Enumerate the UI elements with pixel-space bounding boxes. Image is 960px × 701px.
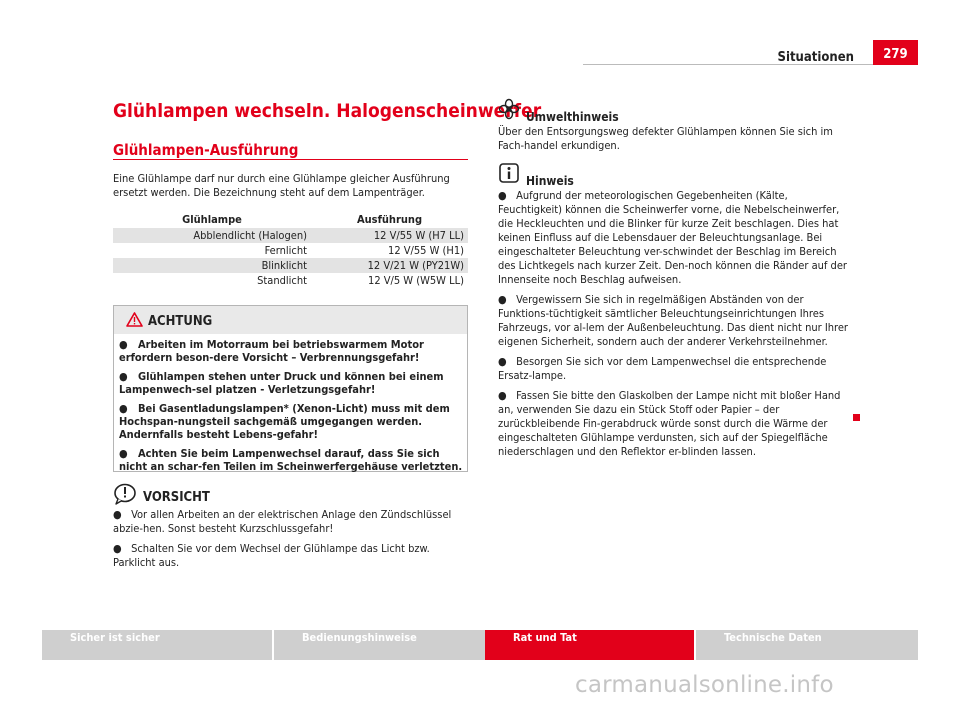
- table-cell: Standlicht: [257, 274, 307, 287]
- table-cell: 12 V/5 W (W5W LL): [368, 274, 464, 287]
- list-item: [113, 508, 468, 536]
- table-row: [113, 258, 468, 273]
- list-item: [498, 389, 848, 459]
- list-item: [119, 370, 464, 396]
- table-cell: Abblendlicht (Halogen): [113, 228, 311, 243]
- warning-header: [114, 306, 467, 334]
- page-title: Glühlampen wechseln. Halogenscheinwerfer: [113, 100, 542, 122]
- section-title: Situationen: [777, 50, 854, 65]
- environment-text: Über den Entsorgungsweg defekter Glühlampen können Sie sich im Fach-handel erkundigen.: [498, 125, 833, 152]
- list-item: [498, 293, 848, 349]
- section-subtitle: Glühlampen-Ausführung: [113, 141, 299, 159]
- list-item-text: Vergewissern Sie sich in regelmäßigen Abständen von der Funktions-tüchtigkeit sämtlicher Beleuchtungseinrichtungen Ihres Fahrzeugs, vor al-lem der Außenbeleuchtung. Das dient nicht nur Ihrer eigenen Sicherheit, sondern auch der anderer Verkehrsteilnehmer.: [498, 293, 849, 348]
- list-item-text: Bei Gasentladungslampen* (Xenon-Licht) muss mit dem Hochspan-nungsteil sachgemäß umgegangen werden. Andernfalls besteht Lebens-gefahr!: [119, 402, 450, 441]
- table-cell: 12 V/21 W (PY21W): [311, 258, 468, 273]
- list-item: [119, 402, 464, 441]
- environment-flower-icon: [498, 98, 520, 124]
- list-item-text: Besorgen Sie sich vor dem Lampenwechsel die entsprechende Ersatz-lampe.: [498, 355, 827, 382]
- notes-list: [498, 189, 848, 465]
- bullet-icon: ●: [119, 447, 138, 460]
- subtitle-rule: [113, 159, 468, 160]
- warning-triangle-icon: [126, 312, 143, 331]
- watermark: carmanualsonline.info: [575, 672, 834, 698]
- bulb-table: [113, 212, 468, 288]
- bullet-icon: ●: [119, 370, 138, 383]
- bullet-icon: ●: [498, 389, 517, 402]
- table-row: [113, 273, 468, 288]
- intro-paragraph: Eine Glühlampe darf nur durch eine Glühlampe gleicher Ausführung ersetzt werden. Die Bezeichnung steht auf dem Lampenträger.: [113, 172, 450, 199]
- warning-list: [119, 338, 464, 479]
- list-item: [498, 189, 848, 287]
- footer-tab-sicher-ist-sicher[interactable]: Sicher ist sicher: [42, 630, 272, 660]
- list-item-text: Arbeiten im Motorraum bei betriebswarmem Motor erfordern beson-dere Vorsicht – Verbrennungsgefahr!: [119, 338, 424, 364]
- bullet-icon: ●: [113, 542, 132, 555]
- table-cell: Fernlicht: [264, 244, 307, 257]
- warning-title: ACHTUNG: [148, 314, 213, 329]
- environment-title: Umwelthinweis: [526, 110, 619, 124]
- list-item: [498, 355, 848, 383]
- footer-tab-rat-und-tat[interactable]: Rat und Tat: [485, 630, 694, 660]
- list-item-text: Achten Sie beim Lampenwechsel darauf, dass Sie sich nicht an schar-fen Teilen im Scheinwerfergehäuse verletzten.: [119, 447, 463, 473]
- list-item-text: Schalten Sie vor dem Wechsel der Glühlampe das Licht bzw. Parklicht aus.: [113, 542, 430, 569]
- table-row: [113, 228, 468, 243]
- caution-title: VORSICHT: [143, 490, 210, 505]
- bullet-icon: ●: [113, 508, 132, 521]
- footer-tab-technische-daten[interactable]: Technische Daten: [696, 630, 918, 660]
- table-cell: 12 V/55 W (H7 LL): [311, 228, 468, 243]
- bullet-icon: ●: [498, 355, 517, 368]
- footer-tab-bedienungshinweise[interactable]: Bedienungshinweise: [274, 630, 504, 660]
- end-of-section-marker: [853, 414, 860, 421]
- bullet-icon: ●: [119, 402, 138, 415]
- list-item: [119, 447, 464, 473]
- list-item-text: Vor allen Arbeiten an der elektrischen Anlage den Zündschlüssel abzie-hen. Sonst besteht Kurzschlussgefahr!: [113, 508, 452, 535]
- list-item: [119, 338, 464, 364]
- bullet-icon: ●: [498, 293, 517, 306]
- table-row: [113, 243, 468, 258]
- info-icon: [498, 162, 520, 188]
- table-cell: Blinklicht: [113, 258, 311, 273]
- table-header-row: [113, 212, 468, 228]
- bullet-icon: ●: [119, 338, 138, 351]
- page-number: 279: [873, 40, 918, 65]
- header-rule: [583, 64, 918, 65]
- caution-list: [113, 508, 468, 576]
- list-item: [113, 542, 468, 570]
- notes-title: Hinweis: [526, 174, 574, 188]
- bullet-icon: ●: [498, 189, 517, 202]
- caution-exclamation-icon: [113, 483, 137, 509]
- list-item-text: Glühlampen stehen unter Druck und können bei einem Lampenwech-sel platzen - Verletzungsgefahr!: [119, 370, 444, 396]
- warning-box: [113, 305, 468, 472]
- table-cell: 12 V/55 W (H1): [388, 244, 464, 257]
- list-item-text: Aufgrund der meteorologischen Gegebenheiten (Kälte, Feuchtigkeit) können die Scheinwerfer vorne, die Nebelscheinwerfer, die Heckleuchten und die Blinker für kurze Zeit beschlagen. Dies hat keinen Einfluss auf die Lebensdauer der Beleuchtungsanlage. Bei eingeschalteter Beleuchtung ver-schwindet der Beschlag im Bereich des Lichtkegels nach kurzer Zeit. Den-noch können die Ränder auf der Innenseite noch Beschlag aufweisen.: [498, 189, 847, 286]
- list-item-text: Fassen Sie bitte den Glaskolben der Lampe nicht mit bloßer Hand an, verwenden Sie dazu ein Stück Stoff oder Papier – der zurückbleibende Fin-gerabdruck würde sonst durch die Wärme der eingeschalteten Glühlampe verdunsten, sich auf der Spiegelfläche niederschlagen und den Reflektor er-blinden lassen.: [498, 389, 841, 458]
- table-header-bulb: Glühlampe: [182, 212, 242, 226]
- table-header-type: Ausführung: [356, 212, 423, 226]
